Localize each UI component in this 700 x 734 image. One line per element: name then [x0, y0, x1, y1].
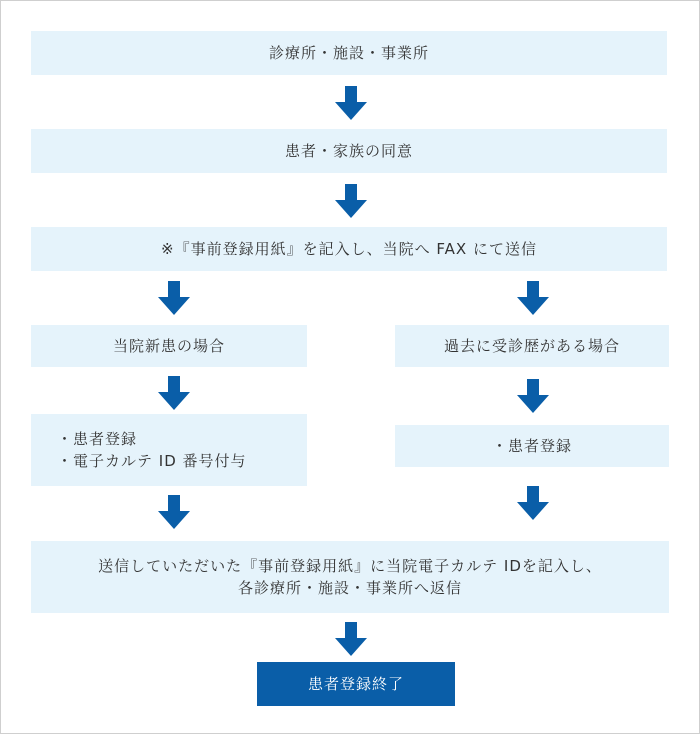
- step-return: [31, 541, 669, 613]
- down-arrow-icon: [158, 495, 190, 529]
- new-patient-actions: [31, 414, 307, 486]
- past-visit-actions: [395, 425, 669, 467]
- step-consent-label: 患者・家族の同意: [284, 142, 413, 160]
- down-arrow-icon: [517, 379, 549, 413]
- new-patient-title-label: 当院新患の場合: [112, 337, 225, 355]
- down-arrow-icon: [158, 376, 190, 410]
- step-return-line2: 各診療所・施設・事業所へ返信: [237, 579, 462, 597]
- step-clinic-label: 診療所・施設・事業所: [268, 44, 429, 62]
- list-item: ・患者登録: [491, 437, 572, 455]
- down-arrow-icon: [517, 486, 549, 520]
- step-fax-label: ※『事前登録用紙』を記入し、当院へ FAX にて送信: [161, 240, 537, 258]
- down-arrow-icon: [335, 86, 367, 120]
- down-arrow-icon: [335, 184, 367, 218]
- down-arrow-icon: [517, 281, 549, 315]
- step-return-line1: 送信していただいた『事前登録用紙』に当院電子カルテ IDを記入し、: [98, 557, 602, 575]
- down-arrow-icon: [335, 622, 367, 656]
- branch-past-visit-title: [395, 325, 669, 367]
- list-item: ・患者登録: [57, 430, 138, 448]
- step-consent: [31, 129, 667, 173]
- step-fax: [31, 227, 667, 271]
- list-item: ・電子カルテ ID 番号付与: [57, 452, 247, 470]
- past-visit-title-label: 過去に受診歴がある場合: [443, 337, 620, 355]
- down-arrow-icon: [158, 281, 190, 315]
- step-complete: [257, 662, 455, 706]
- step-clinic: [31, 31, 667, 75]
- branch-new-patient-title: [31, 325, 307, 367]
- step-complete-label: 患者登録終了: [307, 675, 404, 693]
